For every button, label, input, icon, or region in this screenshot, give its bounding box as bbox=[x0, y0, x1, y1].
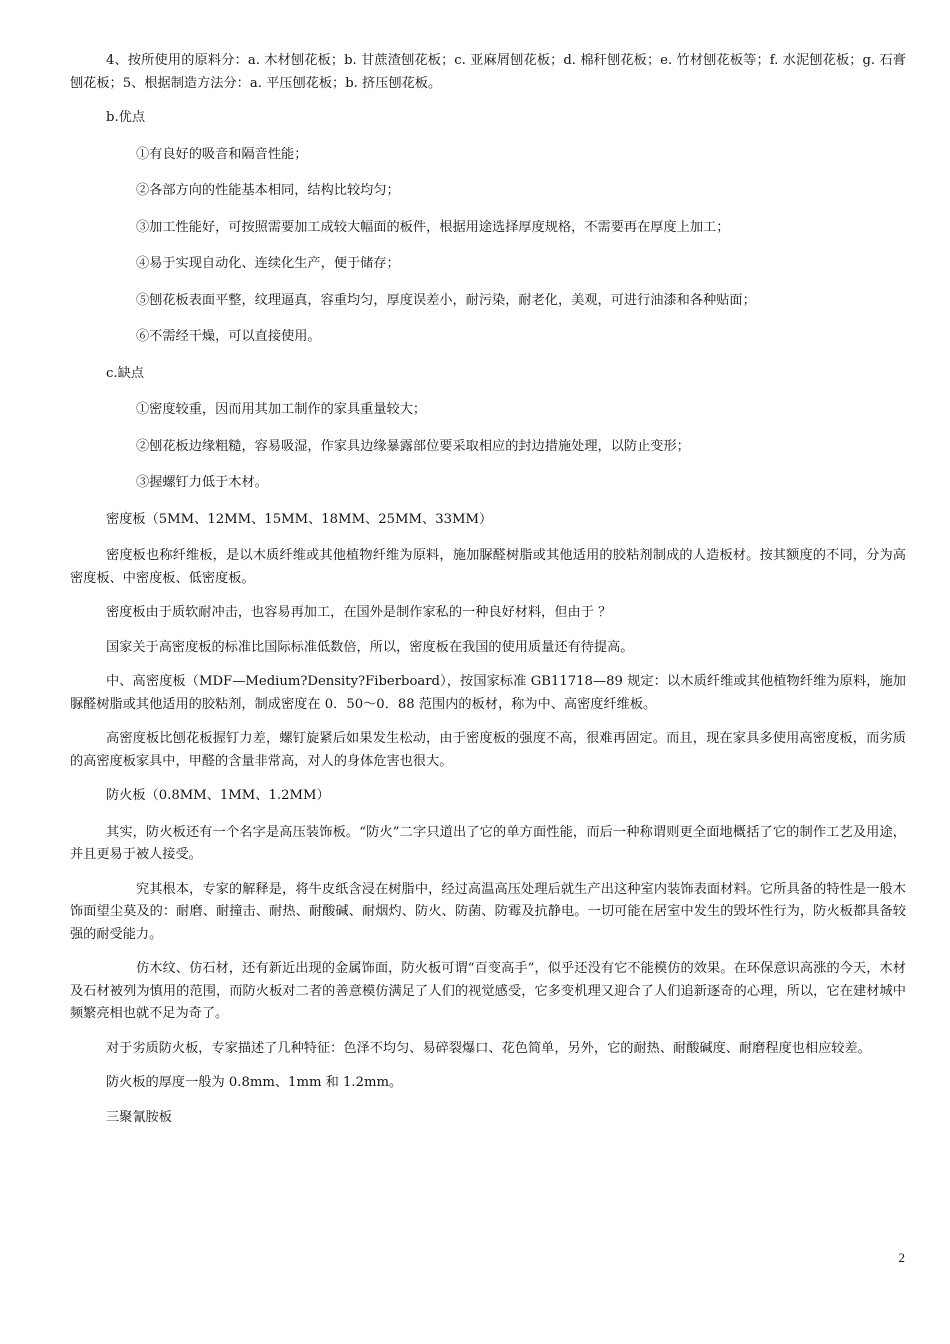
paragraph-fireproof-thickness: 防火板的厚度一般为 0.8mm、1mm 和 1.2mm。 bbox=[106, 1075, 403, 1090]
heading-fireproof-board: 防火板（0.8MM、1MM、1.2MM） bbox=[106, 788, 330, 803]
paragraph-hdf-drawbacks: 高密度板比刨花板握钉力差，螺钉旋紧后如果发生松动，由于密度板的强度不高，很难再固定。而且，现在家具多使用高密度板，而劣质的高密度板家具中，甲醛的含量非常高，对人的身体危害也很大。 bbox=[70, 731, 906, 769]
paragraph-density-board-definition: 密度板也称纤维板，是以木质纤维或其他植物纤维为原料，施加脲醛树脂或其他适用的胶粘剂制成的人造板材。按其额度的不同，分为高密度板、中密度板、低密度板。 bbox=[70, 548, 906, 586]
heading-melamine-board: 三聚氰胺板 bbox=[106, 1109, 172, 1125]
page-number: 2 bbox=[898, 1250, 905, 1265]
disadvantage-item: ①密度较重，因而用其加工制作的家具重量较大； bbox=[136, 402, 427, 417]
disadvantage-item: ③握螺钉力低于木材。 bbox=[136, 475, 268, 490]
advantage-item: ④易于实现自动化、连续化生产，便于储存； bbox=[136, 256, 400, 271]
paragraph-mdf-definition: 中、高密度板（MDF—Medium?Density?Fiberboard），按国家标准 GB11718—89 规定：以木质纤维或其他植物纤维为原料，施加脲醛树脂或其他适用的胶粘剂，制成密度在 0．50～0．88 范围内的板材，称为中、高密度纤维板。 bbox=[70, 674, 906, 712]
paragraph-density-board-standard: 国家关于高密度板的标准比国际标准低数倍，所以，密度板在我国的使用质量还有待提高。 bbox=[106, 639, 634, 655]
advantage-item: ①有良好的吸音和隔音性能； bbox=[136, 146, 308, 162]
advantage-item: ③加工性能好，可按照需要加工成较大幅面的板件，根据用途选择厚度规格，不需要再在厚度上加工； bbox=[136, 219, 730, 235]
heading-advantages: b.优点 bbox=[106, 110, 146, 125]
paragraph-raw-material-types: 4、按所使用的原料分：a. 木材刨花板；b. 甘蔗渣刨花板；c. 亚麻屑刨花板；d. 棉秆刨花板；e. 竹材刨花板等；f. 水泥刨花板；g. 石膏刨花板；5、根据制造方法分：a. 平压刨花板；b. 挤压刨花板。 bbox=[70, 53, 906, 91]
advantage-item: ②各部方向的性能基本相同，结构比较均匀； bbox=[136, 183, 400, 198]
disadvantage-item: ②刨花板边缘粗糙，容易吸湿，作家具边缘暴露部位要采取相应的封边措施处理，以防止变形； bbox=[136, 438, 690, 454]
advantage-item: ⑤刨花板表面平整，纹理逼真，容重均匀，厚度误差小，耐污染，耐老化，美观，可进行油漆和各种贴面； bbox=[136, 292, 756, 308]
advantage-item: ⑥不需经干燥，可以直接使用。 bbox=[136, 329, 321, 344]
paragraph-fireproof-inferior: 对于劣质防火板，专家描述了几种特征：色泽不均匀、易碎裂爆口、花色简单，另外，它的耐热、耐酸碱度、耐磨程度也相应较差。 bbox=[106, 1040, 871, 1056]
paragraph-fireproof-imitation: 仿木纹、仿石材，还有新近出现的金属饰面，防火板可谓“百变高手”，似乎还没有它不能模仿的效果。在环保意识高涨的今天，木材及石材被列为慎用的范围，而防火板对二者的善意模仿满足了人们的视觉感受，它多变机理又迎合了人们追新逐奇的心理，所以，它在建材城中频繁亮相也就不足为奇了。 bbox=[70, 961, 906, 1021]
paragraph-fireproof-properties: 究其根本，专家的解释是，将牛皮纸含浸在树脂中，经过高温高压处理后就生产出这种室内装饰表面材料。它所具备的特性是一般木饰面望尘莫及的：耐磨、耐撞击、耐热、耐酸碱、耐烟灼、防火、防菌、防霉及抗静电。一切可能在居室中发生的毁坏性行为，防火板都具备较强的耐受能力。 bbox=[70, 881, 906, 942]
heading-disadvantages: c.缺点 bbox=[106, 365, 144, 381]
paragraph-fireproof-name: 其实，防火板还有一个名字是高压装饰板。“防火”二字只道出了它的单方面性能，而后一种称谓则更全面地概括了它的制作工艺及用途，并且更易于被人接受。 bbox=[70, 824, 906, 862]
paragraph-density-board-use: 密度板由于质软耐冲击，也容易再加工，在国外是制作家私的一种良好材料，但由于 ？ bbox=[106, 605, 612, 620]
page-body bbox=[70, 50, 906, 1143]
heading-density-board: 密度板（5MM、12MM、15MM、18MM、25MM、33MM） bbox=[106, 511, 493, 527]
